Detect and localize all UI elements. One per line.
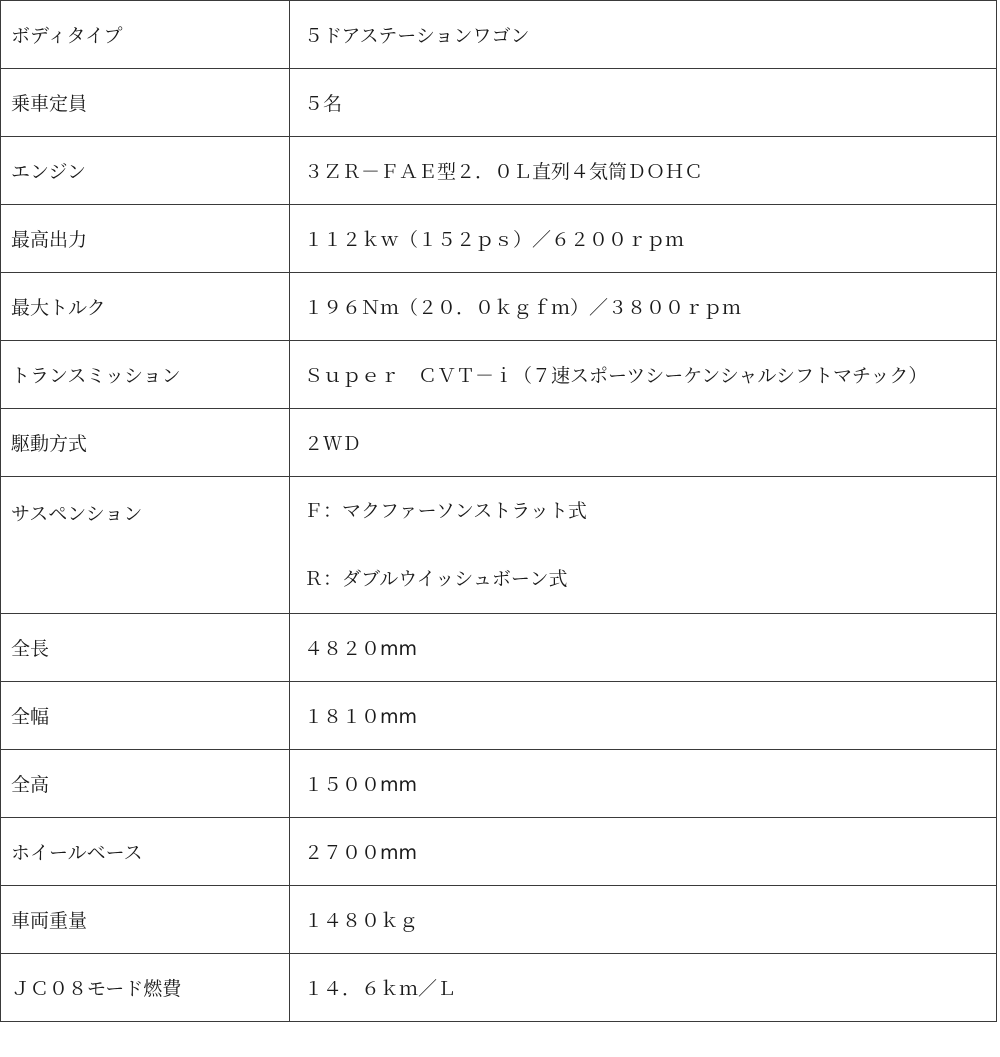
table-row xyxy=(1,69,997,137)
row-value: １４８０ｋｇ xyxy=(290,886,997,954)
table-row xyxy=(1,137,997,205)
table-row xyxy=(1,409,997,477)
row-label: 全長 xyxy=(1,614,290,682)
row-label: トランスミッション xyxy=(1,341,290,409)
row-value: ３ＺＲ－ＦＡＥ型２．０Ｌ直列４気筒ＤＯＨＣ xyxy=(290,137,997,205)
row-label: サスペンション xyxy=(1,477,290,614)
table-row xyxy=(1,341,997,409)
row-label: 全幅 xyxy=(1,682,290,750)
row-value: １５００mm xyxy=(290,750,997,818)
table-row xyxy=(1,477,997,614)
row-value: ５名 xyxy=(290,69,997,137)
row-label: 最大トルク xyxy=(1,273,290,341)
row-value: １８１０mm xyxy=(290,682,997,750)
row-value: ２ＷＤ xyxy=(290,409,997,477)
row-value: １１２ｋｗ（１５２ｐｓ）／６２００ｒｐｍ xyxy=(290,205,997,273)
row-value: １９６Ｎｍ（２０．０ｋｇｆｍ）／３８００ｒｐｍ xyxy=(290,273,997,341)
table-row xyxy=(1,682,997,750)
row-label: 車両重量 xyxy=(1,886,290,954)
row-label: 乗車定員 xyxy=(1,69,290,137)
table-row xyxy=(1,1,997,69)
row-label: ＪＣ０８モード燃費 xyxy=(1,954,290,1022)
table-row xyxy=(1,954,997,1022)
row-value: ２７００mm xyxy=(290,818,997,886)
row-value xyxy=(290,477,997,614)
row-label: ボディタイプ xyxy=(1,1,290,69)
table-row xyxy=(1,614,997,682)
row-value: １４．６ｋｍ／Ｌ xyxy=(290,954,997,1022)
row-label: 駆動方式 xyxy=(1,409,290,477)
row-value: Ｓｕｐｅｒ ＣＶＴ－ｉ（７速スポーツシーケンシャルシフトマチック） xyxy=(290,341,997,409)
row-value: ４８２０mm xyxy=(290,614,997,682)
table-row xyxy=(1,750,997,818)
table-row xyxy=(1,818,997,886)
row-label: ホイールベース xyxy=(1,818,290,886)
table-row xyxy=(1,886,997,954)
table-row xyxy=(1,205,997,273)
suspension-rear: Ｒ：ダブルウイッシュボーン式 xyxy=(304,568,568,590)
row-label: 最高出力 xyxy=(1,205,290,273)
suspension-front: Ｆ：マクファーソンストラット式 xyxy=(304,500,587,522)
row-label: 全高 xyxy=(1,750,290,818)
table-row xyxy=(1,273,997,341)
row-value: ５ドアステーションワゴン xyxy=(290,1,997,69)
row-label: エンジン xyxy=(1,137,290,205)
